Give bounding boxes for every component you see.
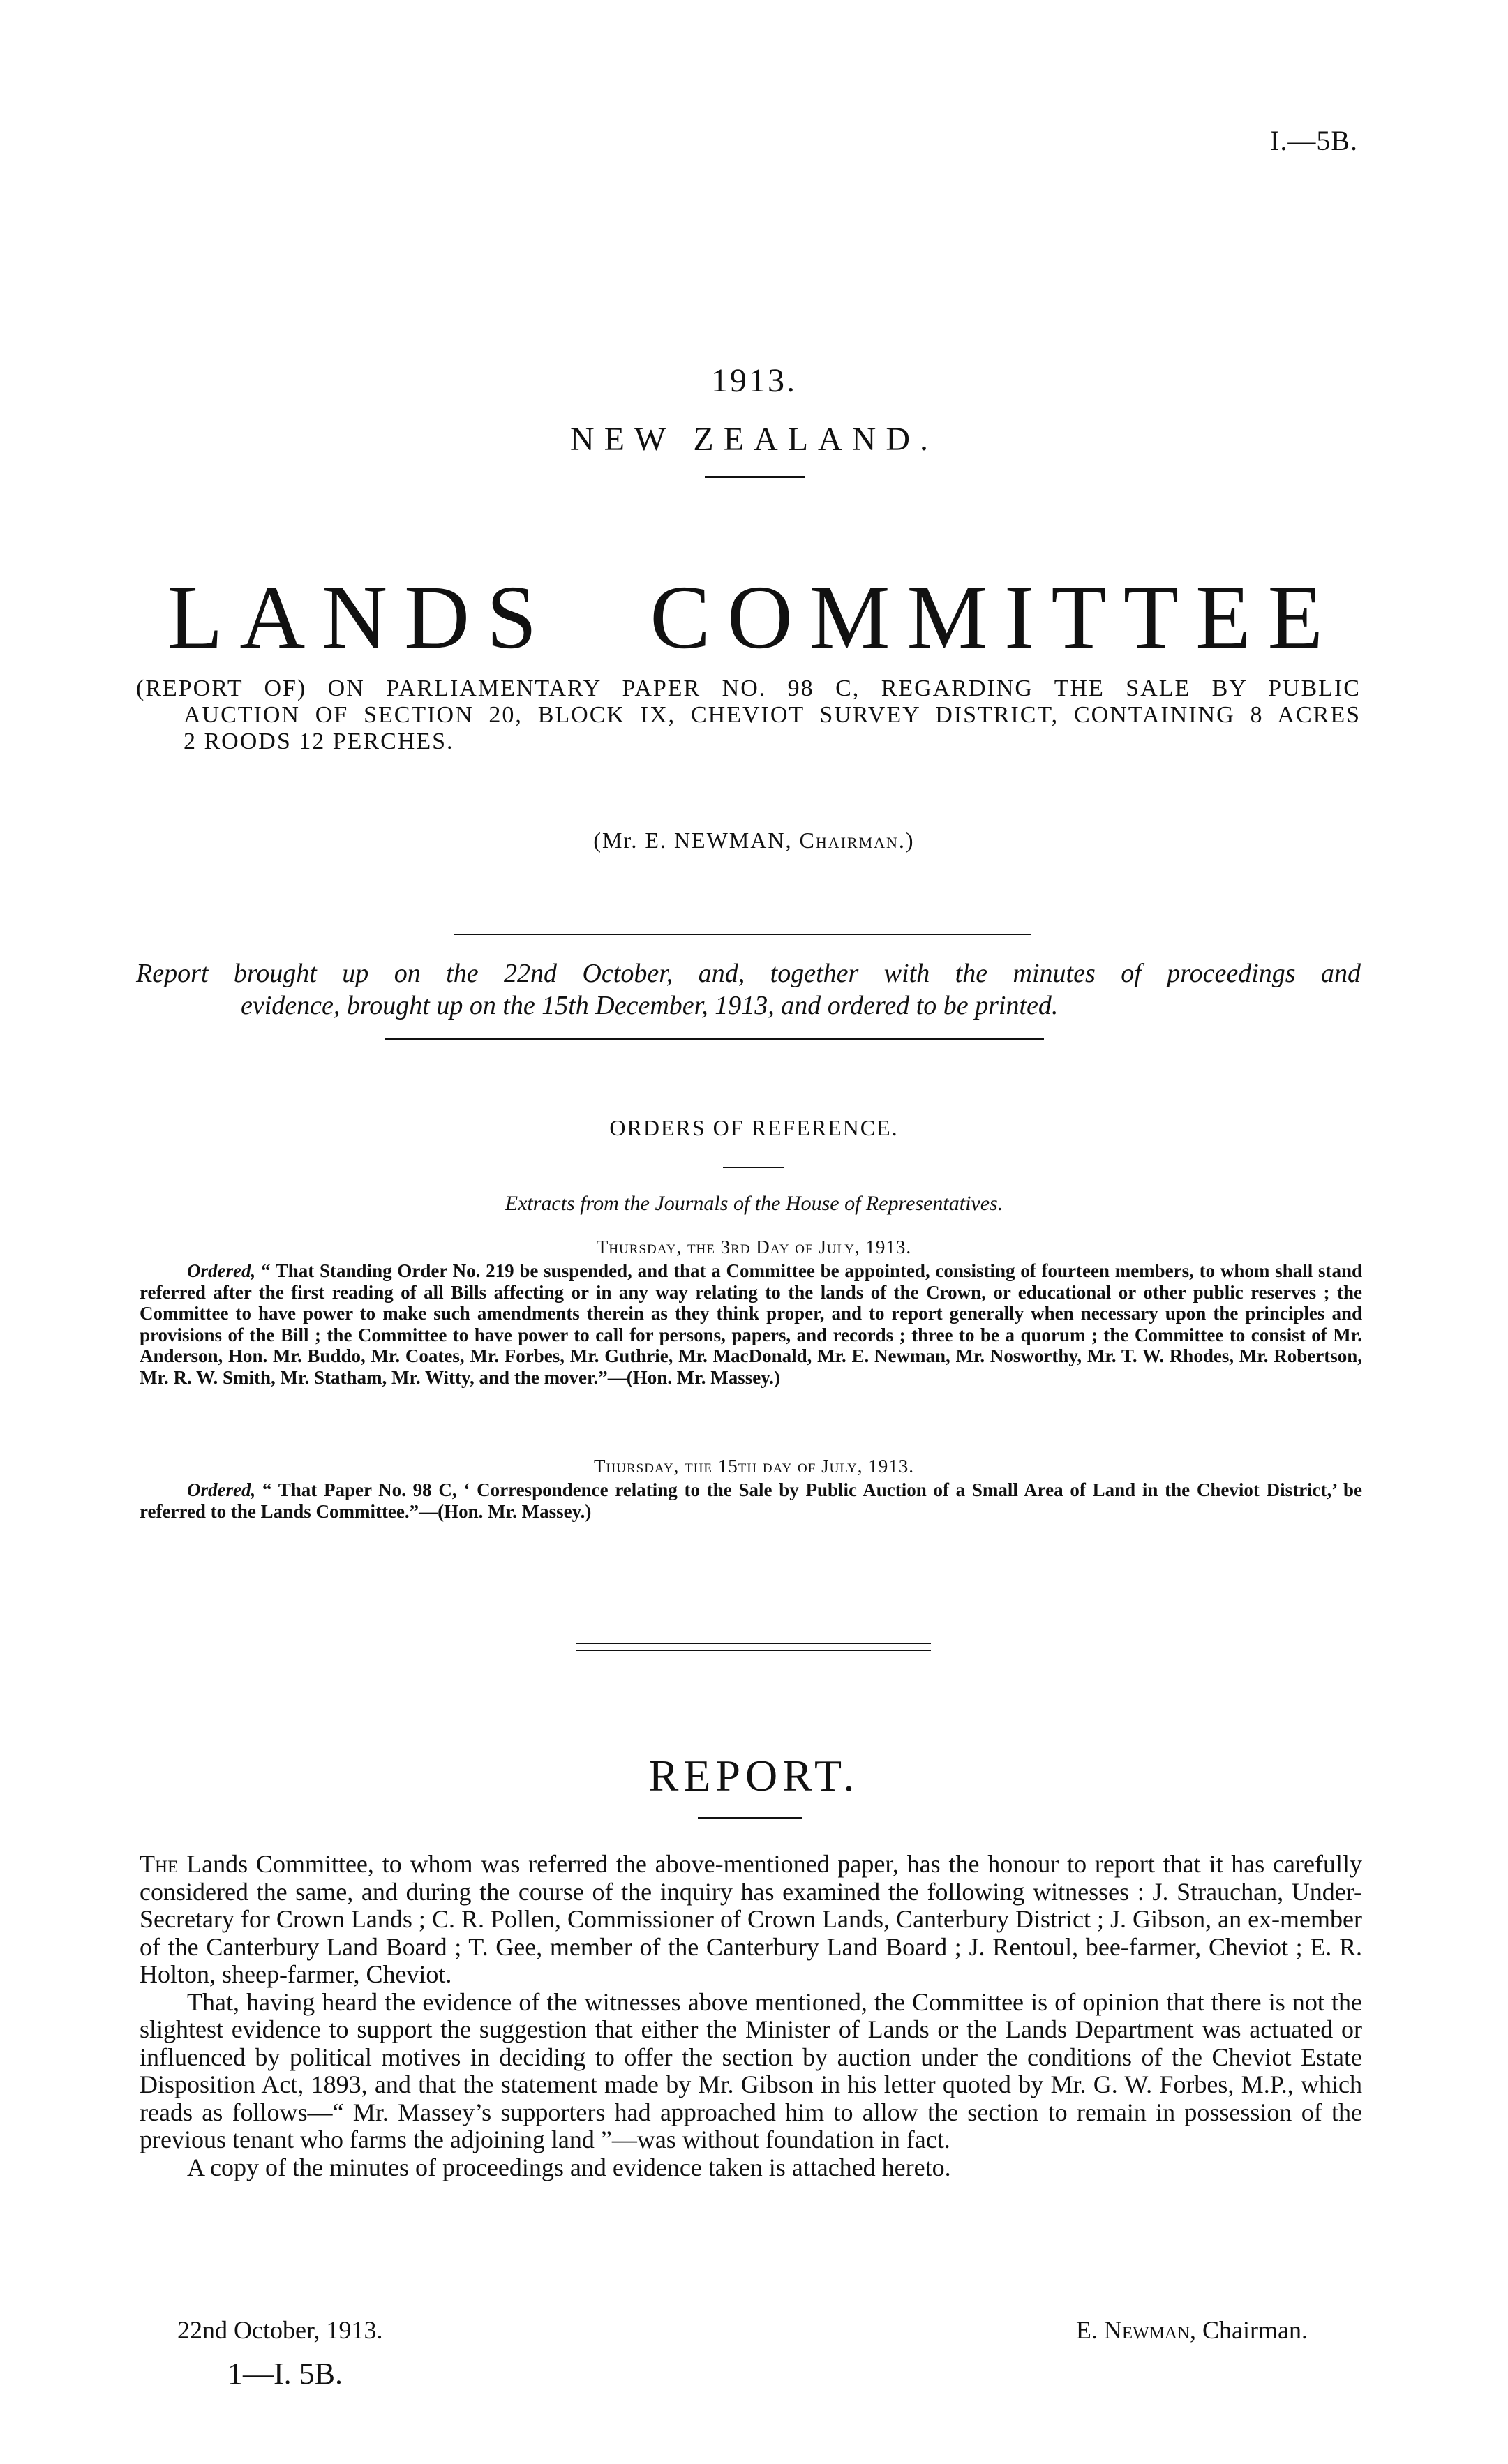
divider (698, 1817, 802, 1819)
order-body: “ That Standing Order No. 219 be suspended, and that a Committee be appointed, consisting of fourteen members, to whom shall stand referred after the first reading of all Bills affecting or in any way relating to the lands of the Crown, or educational or other public reserves ; the Committee to have power to make such amendments therein as they think proper, and to report generally when necessary upon the principles and provisions of the Bill ; the Committee to have power to call for persons, papers, and records ; three to be a quorum ; the Committee to consist of Mr. Anderson, Hon. Mr. Buddo, Mr. Coates, Mr. Forbes, Mr. Guthrie, Mr. MacDonald, Mr. E. Newman, Mr. Nosworthy, Mr. T. W. Rhodes, Mr. Robertson, Mr. R. W. Smith, Mr. Statham, Mr. Witty, and the mover.”—(Hon. Mr. Massey.) (140, 1260, 1362, 1388)
divider (576, 1643, 931, 1644)
signature-line (177, 2315, 1308, 2345)
order-date: Thursday, the 15th day of July, 1913. (594, 1456, 914, 1477)
lead-word: The (140, 1850, 179, 1878)
signature-prefix: E. (1075, 2316, 1104, 2344)
orders-heading: ORDERS OF REFERENCE. (609, 1115, 899, 1140)
ordered-label: Ordered, (187, 1260, 256, 1281)
signature-suffix: , Chairman. (1190, 2316, 1308, 2344)
year: 1913. (711, 362, 797, 399)
report-paragraph: That, having heard the evidence of the witnesses above mentioned, the Committee is of opinion that there is not the slightest evidence to support the suggestion that either the Minister of Lands or the Lands Department was actuated or influenced by political motives in deciding to offer the section by auction under the conditions of the Cheviot Estate Disposition Act, 1893, and that the statement made by Mr. Gibson in his letter quoted by Mr. G. W. Forbes, M.P., which reads as follows—“ Mr. Massey’s supporters had approached him to allow the section to remain in possession of the previous tenant who farms the adjoining land ”—was without foundation in fact. (140, 1987, 1362, 2153)
report-note-line: evidence, brought up on the 15th December, 1913, and ordered to be printed. (241, 991, 1059, 1020)
report-note-line: Report brought up on the 22nd October, and, together with the minutes of proceedings and (136, 959, 1361, 988)
divider (385, 1038, 1044, 1040)
report-paragraph: A copy of the minutes of proceedings and evidence taken is attached hereto. (187, 2153, 951, 2181)
divider (705, 476, 805, 478)
subtitle (136, 675, 1361, 755)
paragraph-text: Lands Committee, to whom was referred the above-mentioned paper, has the honour to report that it has carefully considered the same, and during the course of the inquiry has examined the following witnesses : J. Strauchan, Under-Secretary for Crown Lands ; C. R. Pollen, Commissioner of Crown Lands, Canterbury District ; J. Gibson, an ex-member of the Canterbury Land Board ; T. Gee, member of the Canterbury Land Board ; J. Rentoul, bee-farmer, Cheviot ; E. R. Holton, sheep-farmer, Cheviot. (140, 1850, 1362, 1988)
divider (576, 1650, 931, 1651)
report-body (140, 1851, 1362, 2181)
footer-reference: 1—I. 5B. (227, 2357, 343, 2391)
country-heading: NEW ZEALAND. (569, 421, 939, 458)
extracts-line: Extracts from the Journals of the House of Representatives. (505, 1192, 1003, 1215)
subtitle-line: 2 ROODS 12 PERCHES. (184, 729, 454, 754)
signature (1076, 2315, 1308, 2345)
signature-name: Newman (1103, 2316, 1190, 2344)
order-body: “ That Paper No. 98 C, ‘ Correspondence relating to the Sale by Public Auction of a Small Area of Land in the Cheviot District,’ be referred to the Lands Committee.”—(Hon. Mr. Massey.) (140, 1479, 1362, 1522)
order-date: Thursday, the 3rd Day of July, 1913. (596, 1237, 912, 1257)
divider (723, 1167, 784, 1168)
ordered-label: Ordered, (187, 1479, 256, 1500)
subtitle-line: AUCTION OF SECTION 20, BLOCK IX, CHEVIOT SURVEY DISTRICT, CONTAINING 8 ACRES (184, 702, 1361, 728)
order-text (140, 1479, 1362, 1522)
chairman-prefix: (Mr. E. (593, 828, 674, 853)
report-paragraph (140, 1851, 1362, 1989)
divider (454, 934, 1031, 935)
order-text (140, 1260, 1362, 1388)
report-date: 22nd October, 1913. (177, 2316, 383, 2344)
paper-reference: I.—5B. (1270, 125, 1358, 156)
report-note (136, 957, 1361, 1022)
chairman-suffix: , Chairman.) (785, 828, 915, 853)
page-title: LANDS COMMITTEE (167, 567, 1340, 668)
chairman-line (0, 828, 1508, 853)
report-heading: REPORT. (648, 1751, 860, 1800)
chairman-name: NEWMAN (673, 828, 786, 853)
subtitle-line: (REPORT OF) ON PARLIAMENTARY PAPER NO. 98 C, REGARDING THE SALE BY PUBLIC (136, 675, 1361, 701)
